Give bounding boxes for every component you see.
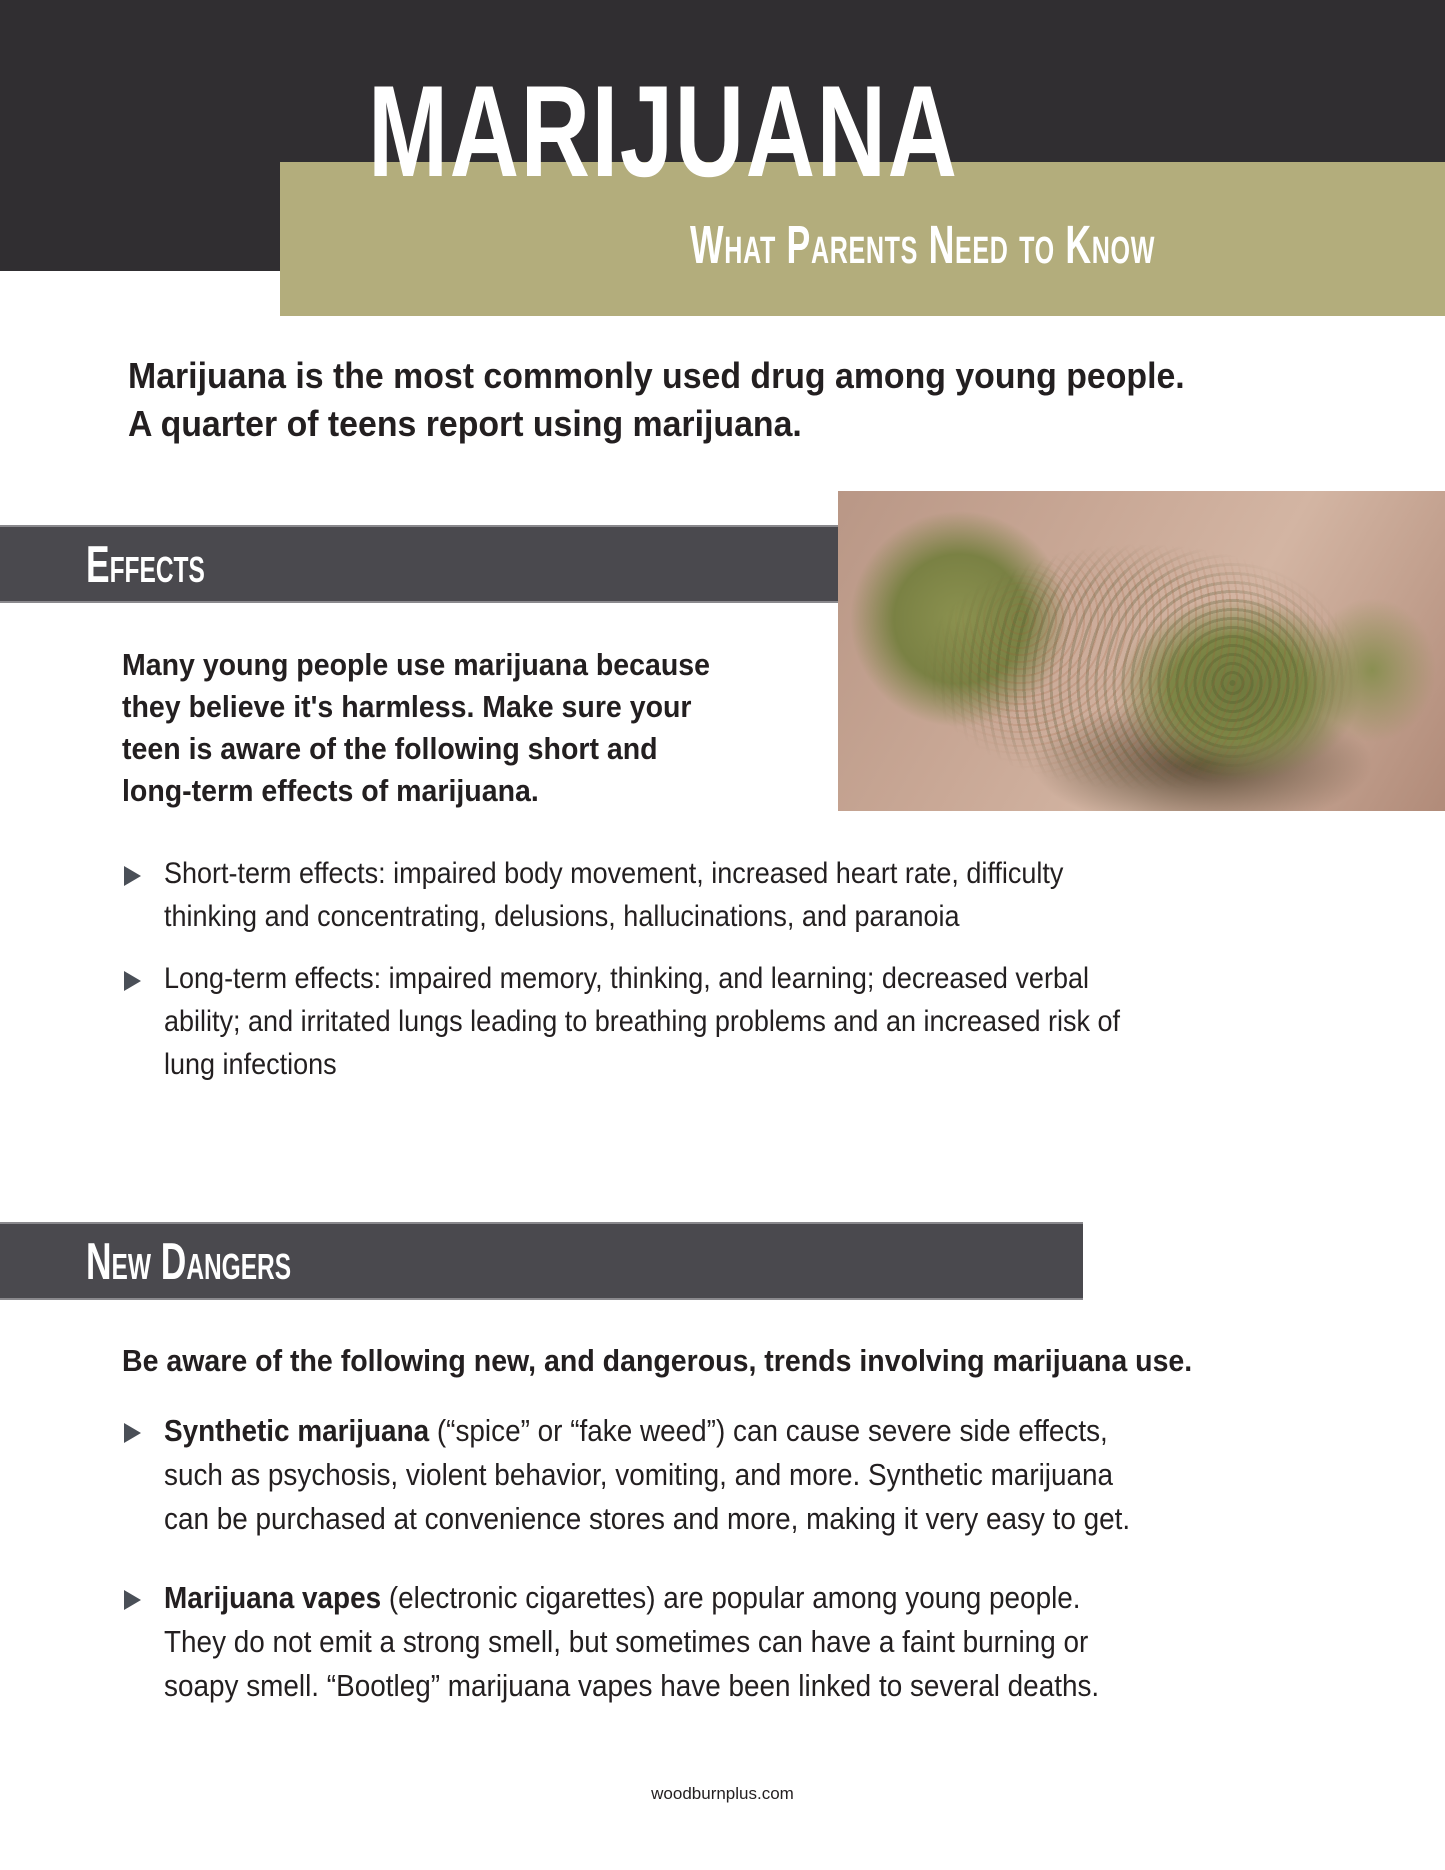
bullet-term: Synthetic marijuana bbox=[164, 1413, 430, 1448]
lead-line: teen is aware of the following short and bbox=[122, 731, 658, 766]
bullet-line: soapy smell. “Bootleg” marijuana vapes have been linked to several deaths. bbox=[164, 1668, 1100, 1703]
bullet-line-rest: (“spice” or “fake weed”) can cause severe side effects, bbox=[429, 1413, 1108, 1448]
intro-line: A quarter of teens report using marijuana. bbox=[128, 403, 802, 444]
bullet-line: Long-term effects: impaired memory, thinking, and learning; decreased verbal bbox=[164, 962, 1089, 995]
effects-heading: Effects bbox=[86, 536, 205, 594]
footer-website: woodburnplus.com bbox=[651, 1784, 794, 1803]
intro-line: Marijuana is the most commonly used drug among young people. bbox=[128, 355, 1185, 396]
bullet-line bbox=[164, 1576, 1099, 1620]
page-title: MARIJUANA bbox=[368, 58, 959, 204]
bullet-text bbox=[164, 1576, 1099, 1708]
effects-section-banner bbox=[0, 525, 838, 603]
bullet-line: ability; and irritated lungs leading to breathing problems and an increased risk of bbox=[164, 1005, 1121, 1038]
marijuana-buds-photo bbox=[838, 491, 1445, 811]
bullet-line bbox=[164, 1409, 1130, 1453]
dangers-lead-paragraph: Be aware of the following new, and dangerous, trends involving marijuana use. bbox=[122, 1343, 1193, 1378]
triangle-bullet-icon bbox=[124, 866, 141, 886]
bullet-line-rest: (electronic cigarettes) are popular among young people. bbox=[381, 1580, 1081, 1615]
photo-texture bbox=[838, 491, 1445, 811]
page-subtitle: What Parents Need to Know bbox=[690, 215, 1156, 275]
lead-line: they believe it's harmless. Make sure your bbox=[122, 689, 692, 724]
effects-lead-paragraph bbox=[122, 644, 784, 812]
bullet-text bbox=[164, 1409, 1130, 1541]
bullet-text bbox=[164, 852, 1063, 938]
bullet-line: Short-term effects: impaired body movement, increased heart rate, difficulty bbox=[164, 857, 1064, 890]
new-dangers-section-banner bbox=[0, 1222, 1083, 1300]
intro-statement bbox=[128, 352, 1303, 448]
triangle-bullet-icon bbox=[124, 1423, 141, 1443]
bullet-line: thinking and concentrating, delusions, hallucinations, and paranoia bbox=[164, 900, 960, 933]
bullet-line: lung infections bbox=[164, 1048, 337, 1081]
bullet-term: Marijuana vapes bbox=[164, 1580, 382, 1615]
new-dangers-heading: New Dangers bbox=[86, 1233, 292, 1291]
bullet-text bbox=[164, 957, 1120, 1086]
triangle-bullet-icon bbox=[124, 971, 141, 991]
lead-line: Many young people use marijuana because bbox=[122, 647, 711, 682]
bullet-line: such as psychosis, violent behavior, vomiting, and more. Synthetic marijuana bbox=[164, 1457, 1114, 1492]
bullet-line: can be purchased at convenience stores and more, making it very easy to get. bbox=[164, 1501, 1131, 1536]
bullet-line: They do not emit a strong smell, but sometimes can have a faint burning or bbox=[164, 1624, 1089, 1659]
lead-line: long-term effects of marijuana. bbox=[122, 773, 539, 808]
triangle-bullet-icon bbox=[124, 1590, 141, 1610]
